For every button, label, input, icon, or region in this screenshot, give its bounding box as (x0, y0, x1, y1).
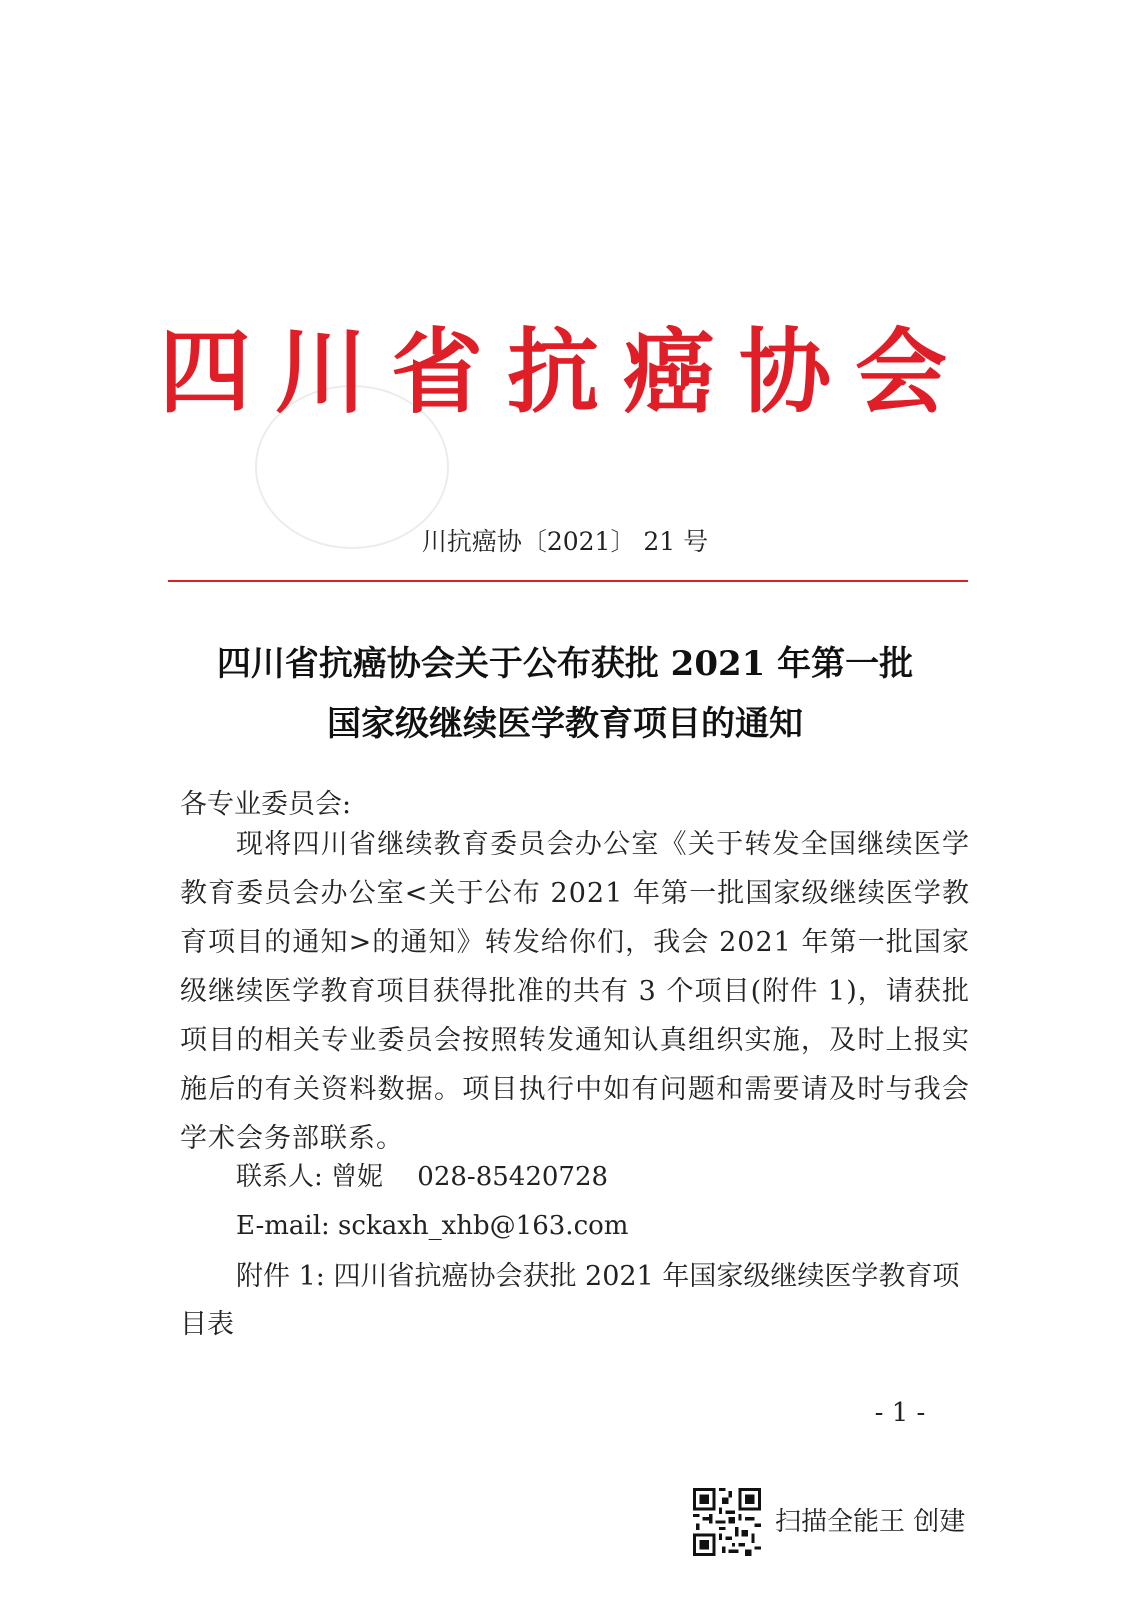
header-divider (168, 580, 968, 582)
notice-title-line-2: 国家级继续医学教育项目的通知 (327, 704, 803, 744)
contact-person: 联系人: 曾妮 028-85420728 (236, 1162, 609, 1192)
document-number: 川抗癌协〔2021〕 21 号 (421, 527, 709, 556)
salutation: 各专业委员会: (180, 789, 352, 820)
scanner-credit: 扫描全能王 创建 (775, 1507, 966, 1537)
qr-code-icon (693, 1488, 761, 1556)
organization-header: 四川省抗癌协会 (158, 319, 971, 426)
body-paragraph: 现将四川省继续教育委员会办公室《关于转发全国继续医学教育委员会办公室<关于公布 2021 年第一批国家级继续医学教育项目的通知>的通知》转发给你们，我会 2021 年第一批国家级继续医学教育项目获得批准的共有 3 个项目(附件 1)，请获批项目的相关专业委员会按照转发通知认真组织实施，及时上报实施后的有关资料数据。项目执行中如有问题和需要请及时与我会学术会务部联系。 (180, 829, 970, 1154)
contact-email: E-mail: sckaxh_xhb@163.com (236, 1211, 629, 1241)
attachment-note: 附件 1: 四川省抗癌协会获批 2021 年国家级继续医学教育项目表 (180, 1261, 960, 1340)
page-number: - 1 - (874, 1398, 926, 1428)
notice-title-line-1: 四川省抗癌协会关于公布获批 2021 年第一批 (216, 644, 914, 684)
